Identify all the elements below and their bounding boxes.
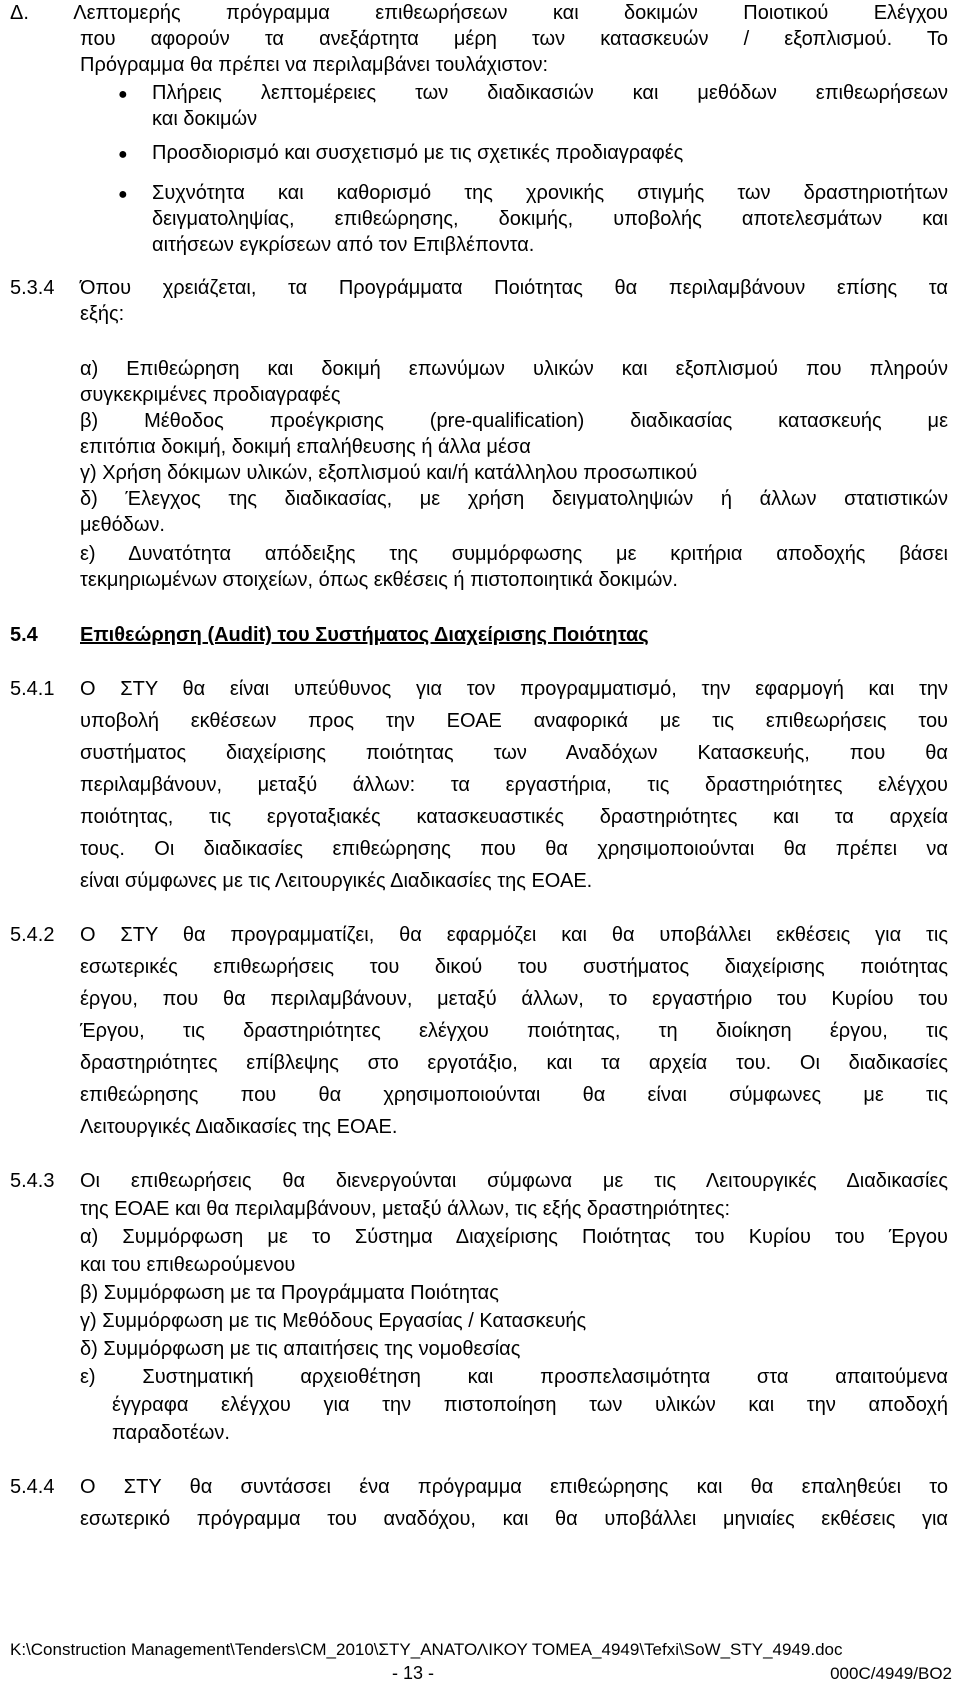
- list-item: τεκμηριωμένων στοιχείων, όπως εκθέσεις ή πιστοποιητικά δοκιμών.: [80, 569, 678, 591]
- paragraph-line: δραστηριότητες επίβλεψης στο εργοτάξιο, και τα αρχεία του. Οι διαδικασίες: [80, 1052, 948, 1074]
- list-item: γ) Συμμόρφωση με τις Μεθόδους Εργασίας / Κατασκευής: [80, 1310, 587, 1332]
- list-item: δ) Συμμόρφωση με τις απαιτήσεις της νομοθεσίας: [80, 1338, 521, 1360]
- list-item: δ) Έλεγχος της διαδικασίας, με χρήση δειγματοληψιών ή άλλων στατιστικών: [80, 488, 948, 510]
- intro-line: Δ. Λεπτομερής πρόγραμμα επιθεωρήσεων και δοκιμών Ποιοτικού Ελέγχου: [10, 2, 948, 24]
- bullet-item: Συχνότητα και καθορισμό της χρονικής στιγμής των δραστηριοτήτων: [152, 182, 948, 204]
- list-item: β) Μέθοδος προέγκρισης (pre-qualification) διαδικασίας κατασκευής με: [80, 410, 948, 432]
- paragraph-line: Έργου, τις δραστηριότητες ελέγχου ποιότητας, τη διοίκηση έργου, τις: [80, 1020, 948, 1042]
- paragraph-line: εσωτερικές επιθεωρήσεις του δικού του συστήματος διαχείρισης ποιότητας: [80, 956, 948, 978]
- list-item: α) Συμμόρφωση με το Σύστημα Διαχείρισης Ποιότητας του Κυρίου του Έργου: [80, 1226, 948, 1248]
- section-number: 5.3.4: [10, 277, 55, 299]
- paragraph-line: της ΕΟΑΕ και θα περιλαμβάνουν, μεταξύ άλλων, τις εξής δραστηριότητες:: [80, 1198, 731, 1220]
- document-code: 000C/4949/BO2: [830, 1664, 952, 1683]
- paragraph-line: είναι σύμφωνες με τις Λειτουργικές Διαδικασίες της ΕΟΑΕ.: [80, 870, 593, 892]
- bullet-item: Πλήρεις λεπτομέρειες των διαδικασιών και μεθόδων επιθεωρήσεων: [152, 82, 948, 104]
- paragraph-line: Όπου χρειάζεται, τα Προγράμματα Ποιότητας θα περιλαμβάνουν επίσης τα: [80, 277, 948, 299]
- paragraph-line: Ο ΣΤΥ θα συντάσσει ένα πρόγραμμα επιθεώρησης και θα επαληθεύει το: [80, 1476, 948, 1498]
- footer-file-path: K:\Construction Management\Tenders\CM_2010\ΣΤΥ_ΑΝΑΤΟΛΙΚΟΥ ΤΟΜΕΑ_4949\Tefxi\SoW_STY_4949.doc: [10, 1640, 843, 1659]
- intro-line: Πρόγραμμα θα πρέπει να περιλαμβάνει τουλάχιστον:: [80, 54, 549, 76]
- paragraph-line: Οι επιθεωρήσεις θα διενεργούνται σύμφωνα με τις Λειτουργικές Διαδικασίες: [80, 1170, 948, 1192]
- section-number: 5.4.4: [10, 1476, 55, 1498]
- bullet-icon: ●: [118, 146, 128, 163]
- list-item: β) Συμμόρφωση με τα Προγράμματα Ποιότητας: [80, 1282, 499, 1304]
- paragraph-line: Λειτουργικές Διαδικασίες της ΕΟΑΕ.: [80, 1116, 398, 1138]
- list-item: επιτόπια δοκιμή, δοκιμή επαλήθευσης ή άλλα μέσα: [80, 436, 531, 458]
- list-item: και του επιθεωρούμενου: [80, 1254, 296, 1276]
- list-item: μεθόδων.: [80, 514, 165, 536]
- bullet-item: αιτήσεων εγκρίσεων από τον Επιβλέποντα.: [152, 234, 535, 256]
- list-item: έγγραφα ελέγχου για την πιστοποίηση των υλικών και την αποδοχή: [112, 1394, 948, 1416]
- paragraph-line: υποβολή εκθέσεων προς την ΕΟΑΕ αναφορικά με τις επιθεωρήσεις του: [80, 710, 948, 732]
- paragraph-line: επιθεώρησης που θα χρησιμοποιούνται θα είναι σύμφωνες με τις: [80, 1084, 948, 1106]
- page-number: - 13 -: [392, 1663, 435, 1683]
- section-heading: Επιθεώρηση (Audit) του Συστήματος Διαχείρισης Ποιότητας: [80, 624, 649, 646]
- list-item: παραδοτέων.: [112, 1422, 230, 1444]
- bullet-item: και δοκιμών: [152, 108, 258, 130]
- paragraph-line: περιλαμβάνουν, μεταξύ άλλων: τα εργαστήρια, τις δραστηριότητες ελέγχου: [80, 774, 948, 796]
- section-number: 5.4.2: [10, 924, 55, 946]
- paragraph-line: έργου, που θα περιλαμβάνουν, μεταξύ άλλων, το εργαστήριο του Κυρίου του: [80, 988, 948, 1010]
- paragraph-line: ποιότητας, τις εργοταξιακές κατασκευαστικές δραστηριότητες και τα αρχεία: [80, 806, 948, 828]
- intro-line: που αφορούν τα ανεξάρτητα μέρη των κατασκευών / εξοπλισμού. Το: [80, 28, 948, 50]
- paragraph-line: εσωτερικό πρόγραμμα του αναδόχου, και θα υποβάλλει μηνιαίες εκθέσεις για: [80, 1508, 948, 1530]
- bullet-item: δειγματοληψίας, επιθεώρησης, δοκιμής, υποβολής αποτελεσμάτων και: [152, 208, 948, 230]
- list-item: ε) Δυνατότητα απόδειξης της συμμόρφωσης με κριτήρια αποδοχής βάσει: [80, 543, 948, 565]
- paragraph-line: τους. Οι διαδικασίες επιθεώρησης που θα χρησιμοποιούνται θα πρέπει να: [80, 838, 948, 860]
- paragraph-line: συστήματος διαχείρισης ποιότητας των Αναδόχων Κατασκευής, που θα: [80, 742, 948, 764]
- list-item: ε) Συστηματική αρχειοθέτηση και προσπελασιμότητα στα απαιτούμενα: [80, 1366, 948, 1388]
- paragraph-line: εξής:: [80, 303, 125, 325]
- list-item: γ) Χρήση δόκιμων υλικών, εξοπλισμού και/ή κατάλληλου προσωπικού: [80, 462, 698, 484]
- bullet-icon: ●: [118, 186, 128, 203]
- paragraph-line: Ο ΣΤΥ θα είναι υπεύθυνος για τον προγραμματισμό, την εφαρμογή και την: [80, 678, 948, 700]
- bullet-icon: ●: [118, 86, 128, 103]
- bullet-item: Προσδιορισμό και συσχετισμό με τις σχετικές προδιαγραφές: [152, 142, 684, 164]
- section-number: 5.4: [10, 624, 38, 646]
- list-item: συγκεκριμένες προδιαγραφές: [80, 384, 341, 406]
- paragraph-line: Ο ΣΤΥ θα προγραμματίζει, θα εφαρμόζει και θα υποβάλλει εκθέσεις για τις: [80, 924, 948, 946]
- section-number: 5.4.3: [10, 1170, 55, 1192]
- section-number: 5.4.1: [10, 678, 55, 700]
- list-item: α) Επιθεώρηση και δοκιμή επωνύμων υλικών και εξοπλισμού που πληρούν: [80, 358, 948, 380]
